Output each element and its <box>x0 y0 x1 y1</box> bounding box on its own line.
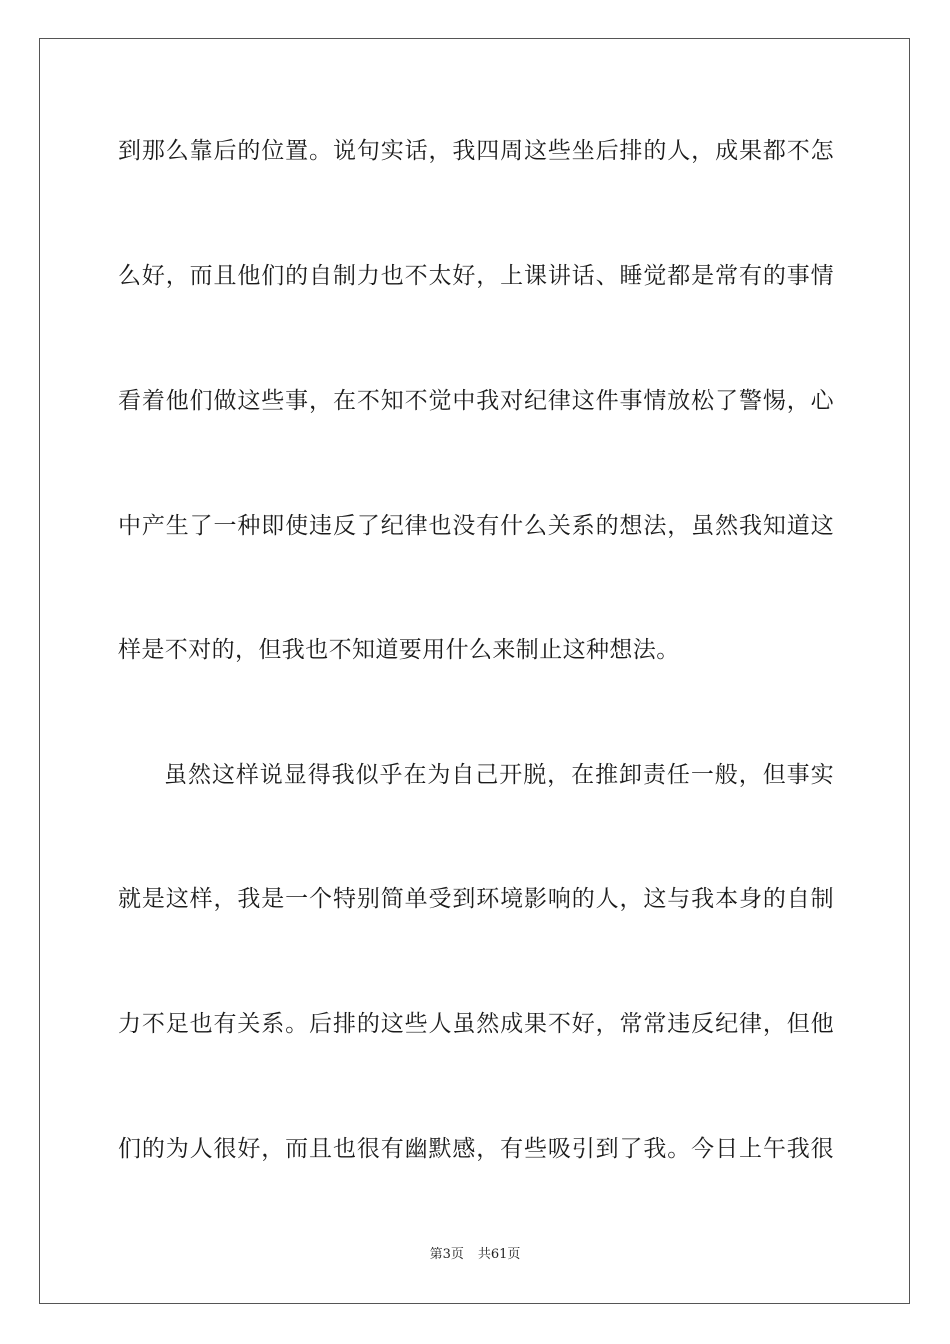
body-text-line-2: 么好，而且他们的自制力也不太好，上课讲话、睡觉都是常有的事情 <box>118 263 834 289</box>
page-total: 共61页 <box>477 1247 521 1262</box>
page-number: 第3页 <box>429 1247 464 1262</box>
body-text-line-5: 样是不对的，但我也不知道要用什么来制止这种想法。 <box>118 637 680 663</box>
page-footer <box>0 1246 950 1264</box>
body-text-line-6: 虽然这样说显得我似乎在为自己开脱，在推卸责任一般，但事实 <box>164 762 834 788</box>
body-text-line-3: 看着他们做这些事，在不知不觉中我对纪律这件事情放松了警惕，心 <box>118 388 834 414</box>
body-text-line-9: 们的为人很好，而且也很有幽默感，有些吸引到了我。今日上午我很 <box>118 1136 834 1162</box>
body-text-line-7: 就是这样，我是一个特别简单受到环境影响的人，这与我本身的自制 <box>118 886 834 912</box>
body-text-line-1: 到那么靠后的位置。说句实话，我四周这些坐后排的人，成果都不怎 <box>118 138 834 164</box>
body-text-line-8: 力不足也有关系。后排的这些人虽然成果不好，常常违反纪律，但他 <box>118 1011 834 1037</box>
page-border <box>39 38 910 1304</box>
body-text-line-4: 中产生了一种即使违反了纪律也没有什么关系的想法，虽然我知道这 <box>118 513 834 539</box>
